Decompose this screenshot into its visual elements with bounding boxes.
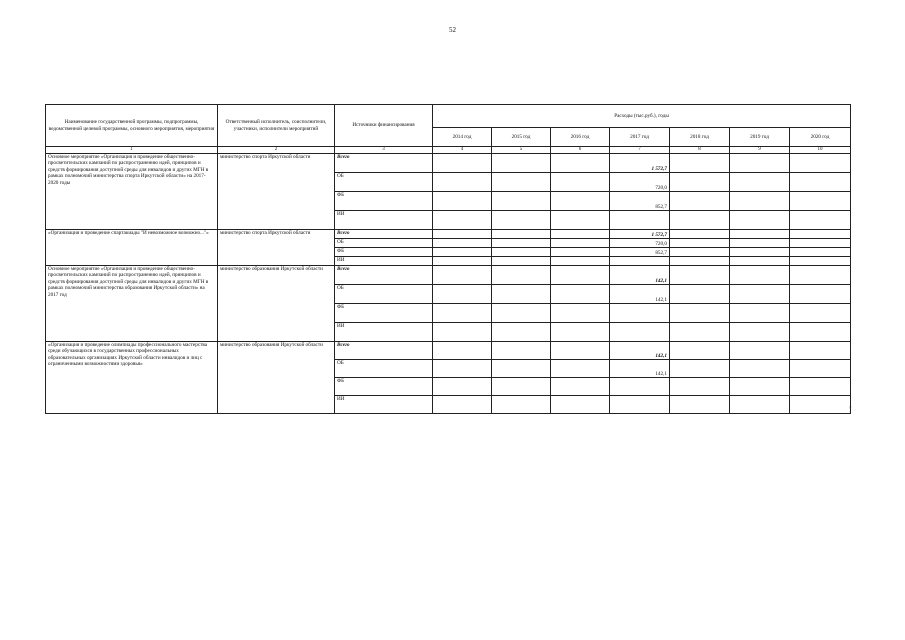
header-expenses: Расходы (тыс.руб.), годы (433, 105, 851, 128)
col-number: 7 (610, 147, 670, 154)
source-ob: ОБ (335, 360, 433, 378)
value-ob-2017: 142,1 (610, 285, 670, 304)
source-ob: ОБ (335, 239, 433, 248)
source-ob: ОБ (335, 173, 433, 192)
source-total: Всего (335, 266, 433, 285)
value-fb-2017: 852,7 (610, 248, 670, 257)
source-ob: ОБ (335, 285, 433, 304)
value-total-2017: 1 572,7 (610, 230, 670, 239)
source-ii: ИИ (335, 211, 433, 230)
value-total-2017: 142,1 (610, 266, 670, 285)
row-responsible: министерство образования Иркутской области (218, 342, 335, 414)
col-number: 9 (730, 147, 790, 154)
source-ii: ИИ (335, 396, 433, 414)
year-2017: 2017 год (610, 128, 670, 147)
row-name: Основное мероприятие «Организация и проведение общественно-просветительских кампаний по распространению идей, принципов и средств формирования доступной среды для инвалидов и других МГН в рамках полномочий министерства спорта Иркутской области» на 2017-2020 годы (46, 154, 218, 230)
expenses-table (45, 104, 851, 414)
value-fb-2017: 852,7 (610, 192, 670, 211)
source-fb: ФБ (335, 378, 433, 396)
value-ob-2017: 720,0 (610, 239, 670, 248)
col-number: 5 (492, 147, 551, 154)
year-2015: 2015 год (492, 128, 551, 147)
year-2020: 2020 год (790, 128, 851, 147)
col-number: 4 (433, 147, 492, 154)
row-responsible: министерство спорта Иркутской области (218, 230, 335, 266)
source-fb: ФБ (335, 304, 433, 323)
value-ob-2017: 720,0 (610, 173, 670, 192)
row-responsible: министерство образования Иркутской области (218, 266, 335, 342)
header-source: Источники финансирования (335, 105, 433, 147)
source-ii: ИИ (335, 323, 433, 342)
col-number: 1 (46, 147, 218, 154)
row-name: Основное мероприятие «Организация и проведение общественно-просветительских кампаний по распространению идей, принципов и средств формирования доступной среды для инвалидов и других МГН в рамках полномочий министерства образования Иркутской области» на 2017 год (46, 266, 218, 342)
header-responsible: Ответственный исполнитель, соисполнители, участники, исполнители мероприятий (218, 105, 335, 147)
table-row (46, 230, 851, 239)
col-number: 6 (551, 147, 610, 154)
value-total-2017: 142,1 (610, 342, 670, 360)
row-name: «Организация и проведение спартакиады "И невозможное возможно..."» (46, 230, 218, 266)
value-ob-2017: 142,1 (610, 360, 670, 378)
source-ii: ИИ (335, 257, 433, 266)
source-total: Всего (335, 154, 433, 173)
edge-marks: ; · · (849, 404, 853, 414)
row-name: «Организация и проведение олимпиады профессионального мастерства среди обучающихся в государственных профессиональных образовательных организациях Иркутской области инвалидов и лиц с ограниченными возможностями здоровья» (46, 342, 218, 414)
source-fb: ФБ (335, 248, 433, 257)
col-number: 8 (670, 147, 730, 154)
year-2018: 2018 год (670, 128, 730, 147)
row-responsible: министерство спорта Иркутской области (218, 154, 335, 230)
table-row (46, 266, 851, 285)
table-row (46, 154, 851, 173)
source-total: Всего (335, 342, 433, 360)
col-number: 10 (790, 147, 851, 154)
year-2014: 2014 год (433, 128, 492, 147)
table-row (46, 342, 851, 360)
year-2016: 2016 год (551, 128, 610, 147)
col-number: 2 (218, 147, 335, 154)
header-name: Наименование государственной программы, подпрограммы, ведомственной целевой программы, основного мероприятия, мероприятия (46, 105, 218, 147)
source-fb: ФБ (335, 192, 433, 211)
page-number: 52 (449, 26, 456, 34)
col-number: 3 (335, 147, 433, 154)
value-total-2017: 1 572,7 (610, 154, 670, 173)
source-total: Всего (335, 230, 433, 239)
year-2019: 2019 год (730, 128, 790, 147)
